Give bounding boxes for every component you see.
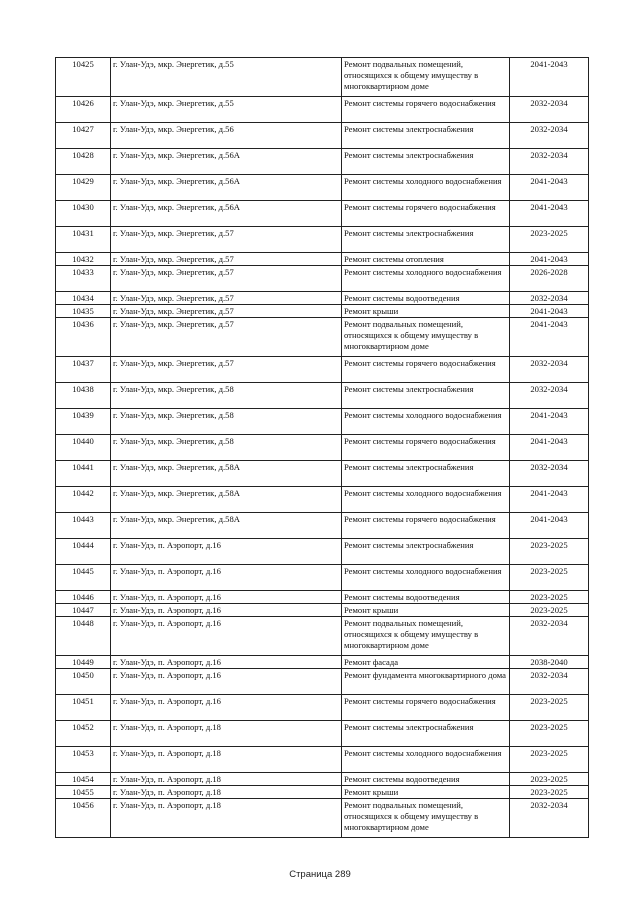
- row-number: 10433: [56, 266, 111, 292]
- table-row: [56, 604, 589, 617]
- address-cell: г. Улан-Удэ, мкр. Энергетик, д.57: [111, 292, 342, 305]
- row-number: 10428: [56, 149, 111, 175]
- address-cell: г. Улан-Удэ, п. Аэропорт, д.18: [111, 747, 342, 773]
- table-row: [56, 435, 589, 461]
- address-cell: г. Улан-Удэ, мкр. Энергетик, д.57: [111, 266, 342, 292]
- table-row: [56, 591, 589, 604]
- period-cell: 2041-2043: [510, 253, 589, 266]
- row-number: 10434: [56, 292, 111, 305]
- work-type-cell: Ремонт системы холодного водоснабжения: [342, 175, 510, 201]
- table-row: [56, 97, 589, 123]
- table-body: [56, 58, 589, 838]
- period-cell: 2023-2025: [510, 747, 589, 773]
- address-cell: г. Улан-Удэ, мкр. Энергетик, д.58А: [111, 487, 342, 513]
- work-type-cell: Ремонт системы электроснабжения: [342, 383, 510, 409]
- period-cell: 2023-2025: [510, 786, 589, 799]
- row-number: 10440: [56, 435, 111, 461]
- row-number: 10432: [56, 253, 111, 266]
- period-cell: 2038-2040: [510, 656, 589, 669]
- table-row: [56, 305, 589, 318]
- row-number: 10446: [56, 591, 111, 604]
- row-number: 10455: [56, 786, 111, 799]
- work-type-cell: Ремонт системы холодного водоснабжения: [342, 266, 510, 292]
- row-number: 10438: [56, 383, 111, 409]
- period-cell: 2023-2025: [510, 695, 589, 721]
- row-number: 10439: [56, 409, 111, 435]
- table-row: [56, 123, 589, 149]
- period-cell: 2032-2034: [510, 123, 589, 149]
- address-cell: г. Улан-Удэ, мкр. Энергетик, д.56А: [111, 201, 342, 227]
- work-type-cell: Ремонт системы электроснабжения: [342, 149, 510, 175]
- period-cell: 2032-2034: [510, 357, 589, 383]
- table-row: [56, 266, 589, 292]
- address-cell: г. Улан-Удэ, мкр. Энергетик, д.57: [111, 305, 342, 318]
- address-cell: г. Улан-Удэ, мкр. Энергетик, д.58А: [111, 513, 342, 539]
- period-cell: 2041-2043: [510, 487, 589, 513]
- work-type-cell: Ремонт системы холодного водоснабжения: [342, 565, 510, 591]
- address-cell: г. Улан-Удэ, мкр. Энергетик, д.57: [111, 253, 342, 266]
- row-number: 10450: [56, 669, 111, 695]
- period-cell: 2041-2043: [510, 409, 589, 435]
- address-cell: г. Улан-Удэ, мкр. Энергетик, д.56А: [111, 149, 342, 175]
- work-type-cell: Ремонт системы электроснабжения: [342, 123, 510, 149]
- address-cell: г. Улан-Удэ, мкр. Энергетик, д.58А: [111, 461, 342, 487]
- period-cell: 2023-2025: [510, 565, 589, 591]
- table-row: [56, 656, 589, 669]
- period-cell: 2041-2043: [510, 201, 589, 227]
- address-cell: г. Улан-Удэ, мкр. Энергетик, д.55: [111, 58, 342, 97]
- table-row: [56, 487, 589, 513]
- work-type-cell: Ремонт подвальных помещений, относящихся к общему имуществу в многоквартирном доме: [342, 617, 510, 656]
- table-row: [56, 721, 589, 747]
- address-cell: г. Улан-Удэ, п. Аэропорт, д.16: [111, 656, 342, 669]
- row-number: 10445: [56, 565, 111, 591]
- table-row: [56, 747, 589, 773]
- period-cell: 2032-2034: [510, 149, 589, 175]
- work-type-cell: Ремонт системы горячего водоснабжения: [342, 357, 510, 383]
- period-cell: 2032-2034: [510, 669, 589, 695]
- row-number: 10436: [56, 318, 111, 357]
- period-cell: 2032-2034: [510, 799, 589, 838]
- period-cell: 2041-2043: [510, 305, 589, 318]
- table-row: [56, 383, 589, 409]
- row-number: 10456: [56, 799, 111, 838]
- period-cell: 2026-2028: [510, 266, 589, 292]
- table-row: [56, 773, 589, 786]
- address-cell: г. Улан-Удэ, п. Аэропорт, д.18: [111, 773, 342, 786]
- address-cell: г. Улан-Удэ, мкр. Энергетик, д.57: [111, 318, 342, 357]
- address-cell: г. Улан-Удэ, мкр. Энергетик, д.57: [111, 227, 342, 253]
- period-cell: 2032-2034: [510, 292, 589, 305]
- table-row: [56, 292, 589, 305]
- table-row: [56, 175, 589, 201]
- table-row: [56, 799, 589, 838]
- row-number: 10431: [56, 227, 111, 253]
- work-type-cell: Ремонт крыши: [342, 786, 510, 799]
- period-cell: 2023-2025: [510, 591, 589, 604]
- table-row: [56, 149, 589, 175]
- table-row: [56, 539, 589, 565]
- row-number: 10426: [56, 97, 111, 123]
- work-type-cell: Ремонт системы холодного водоснабжения: [342, 487, 510, 513]
- row-number: 10444: [56, 539, 111, 565]
- period-cell: 2032-2034: [510, 461, 589, 487]
- row-number: 10449: [56, 656, 111, 669]
- period-cell: 2041-2043: [510, 318, 589, 357]
- period-cell: 2041-2043: [510, 513, 589, 539]
- row-number: 10427: [56, 123, 111, 149]
- period-cell: 2032-2034: [510, 617, 589, 656]
- period-cell: 2023-2025: [510, 721, 589, 747]
- address-cell: г. Улан-Удэ, п. Аэропорт, д.16: [111, 695, 342, 721]
- work-type-cell: Ремонт системы электроснабжения: [342, 721, 510, 747]
- address-cell: г. Улан-Удэ, мкр. Энергетик, д.58: [111, 409, 342, 435]
- row-number: 10451: [56, 695, 111, 721]
- work-type-cell: Ремонт системы водоотведения: [342, 773, 510, 786]
- row-number: 10435: [56, 305, 111, 318]
- address-cell: г. Улан-Удэ, п. Аэропорт, д.16: [111, 565, 342, 591]
- table-row: [56, 58, 589, 97]
- work-type-cell: Ремонт системы электроснабжения: [342, 227, 510, 253]
- address-cell: г. Улан-Удэ, п. Аэропорт, д.16: [111, 617, 342, 656]
- work-type-cell: Ремонт системы отопления: [342, 253, 510, 266]
- work-type-cell: Ремонт фасада: [342, 656, 510, 669]
- period-cell: 2041-2043: [510, 435, 589, 461]
- table-row: [56, 513, 589, 539]
- address-cell: г. Улан-Удэ, п. Аэропорт, д.18: [111, 799, 342, 838]
- row-number: 10430: [56, 201, 111, 227]
- address-cell: г. Улан-Удэ, п. Аэропорт, д.16: [111, 669, 342, 695]
- row-number: 10453: [56, 747, 111, 773]
- address-cell: г. Улан-Удэ, п. Аэропорт, д.16: [111, 604, 342, 617]
- table-row: [56, 565, 589, 591]
- row-number: 10441: [56, 461, 111, 487]
- address-cell: г. Улан-Удэ, п. Аэропорт, д.16: [111, 539, 342, 565]
- table-row: [56, 253, 589, 266]
- table-row: [56, 617, 589, 656]
- address-cell: г. Улан-Удэ, мкр. Энергетик, д.56А: [111, 175, 342, 201]
- address-cell: г. Улан-Удэ, мкр. Энергетик, д.55: [111, 97, 342, 123]
- table-row: [56, 201, 589, 227]
- work-type-cell: Ремонт системы горячего водоснабжения: [342, 97, 510, 123]
- address-cell: г. Улан-Удэ, п. Аэропорт, д.16: [111, 591, 342, 604]
- row-number: 10425: [56, 58, 111, 97]
- row-number: 10437: [56, 357, 111, 383]
- table-row: [56, 669, 589, 695]
- table-row: [56, 227, 589, 253]
- work-type-cell: Ремонт системы горячего водоснабжения: [342, 695, 510, 721]
- period-cell: 2041-2043: [510, 58, 589, 97]
- work-type-cell: Ремонт крыши: [342, 305, 510, 318]
- work-type-cell: Ремонт подвальных помещений, относящихся к общему имуществу в многоквартирном доме: [342, 318, 510, 357]
- row-number: 10452: [56, 721, 111, 747]
- work-type-cell: Ремонт подвальных помещений, относящихся к общему имуществу в многоквартирном доме: [342, 799, 510, 838]
- address-cell: г. Улан-Удэ, мкр. Энергетик, д.56: [111, 123, 342, 149]
- period-cell: 2032-2034: [510, 383, 589, 409]
- row-number: 10447: [56, 604, 111, 617]
- row-number: 10454: [56, 773, 111, 786]
- work-type-cell: Ремонт фундамента многоквартирного дома: [342, 669, 510, 695]
- work-type-cell: Ремонт подвальных помещений, относящихся к общему имуществу в многоквартирном доме: [342, 58, 510, 97]
- work-type-cell: Ремонт системы водоотведения: [342, 591, 510, 604]
- work-type-cell: Ремонт системы горячего водоснабжения: [342, 201, 510, 227]
- work-type-cell: Ремонт системы горячего водоснабжения: [342, 435, 510, 461]
- address-cell: г. Улан-Удэ, мкр. Энергетик, д.58: [111, 435, 342, 461]
- work-type-cell: Ремонт системы холодного водоснабжения: [342, 747, 510, 773]
- table-row: [56, 461, 589, 487]
- table-row: [56, 357, 589, 383]
- work-type-cell: Ремонт крыши: [342, 604, 510, 617]
- address-cell: г. Улан-Удэ, мкр. Энергетик, д.58: [111, 383, 342, 409]
- table-row: [56, 409, 589, 435]
- work-type-cell: Ремонт системы электроснабжения: [342, 461, 510, 487]
- work-type-cell: Ремонт системы электроснабжения: [342, 539, 510, 565]
- work-type-cell: Ремонт системы горячего водоснабжения: [342, 513, 510, 539]
- repair-schedule-table: [55, 57, 589, 838]
- address-cell: г. Улан-Удэ, п. Аэропорт, д.18: [111, 721, 342, 747]
- work-type-cell: Ремонт системы холодного водоснабжения: [342, 409, 510, 435]
- row-number: 10448: [56, 617, 111, 656]
- work-type-cell: Ремонт системы водоотведения: [342, 292, 510, 305]
- period-cell: 2023-2025: [510, 227, 589, 253]
- row-number: 10429: [56, 175, 111, 201]
- table-row: [56, 695, 589, 721]
- period-cell: 2023-2025: [510, 604, 589, 617]
- page-number: Страница 289: [289, 869, 351, 880]
- row-number: 10442: [56, 487, 111, 513]
- period-cell: 2023-2025: [510, 773, 589, 786]
- table-row: [56, 786, 589, 799]
- period-cell: 2023-2025: [510, 539, 589, 565]
- period-cell: 2041-2043: [510, 175, 589, 201]
- period-cell: 2032-2034: [510, 97, 589, 123]
- address-cell: г. Улан-Удэ, мкр. Энергетик, д.57: [111, 357, 342, 383]
- row-number: 10443: [56, 513, 111, 539]
- address-cell: г. Улан-Удэ, п. Аэропорт, д.18: [111, 786, 342, 799]
- table-row: [56, 318, 589, 357]
